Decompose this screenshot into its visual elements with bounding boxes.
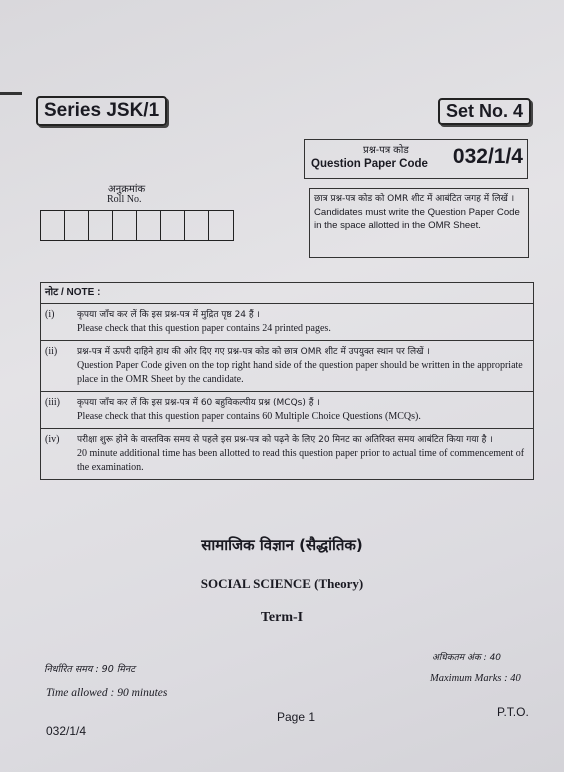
note-item-text	[73, 429, 533, 479]
note-table	[40, 282, 534, 480]
subject-title: SOCIAL SCIENCE (Theory)	[200, 576, 364, 591]
note-item-english: Please check that this question paper contains 24 printed pages.	[77, 323, 331, 334]
time-allowed-hindi: निर्धारित समय : 90 मिनट	[44, 664, 135, 675]
note-item	[41, 341, 533, 392]
note-item	[41, 304, 533, 341]
note-item-number: (iii)	[45, 397, 60, 408]
footer-paper-code: 032/1/4	[46, 724, 87, 738]
roll-number-cell[interactable]	[185, 211, 209, 240]
max-marks-hindi: अधिकतम अंक : 40	[432, 653, 502, 663]
page-edge-mark	[0, 92, 22, 95]
note-item-hindi: परीक्षा शुरू होने के वास्तविक समय से पहले इस प्रश्न-पत्र को पढ़ने के लिए 20 मिनट का अतिरिक्त समय आबंटित किया गया है ।	[77, 435, 493, 445]
note-item-text	[73, 304, 533, 340]
note-item-hindi: प्रश्न-पत्र में ऊपरी दाहिने हाथ की ओर दिए गए प्रश्न-पत्र कोड को छात्र OMR शीट में उपयुक्त स्थान पर लिखें ।	[77, 347, 430, 357]
roll-number-cell[interactable]	[65, 211, 89, 240]
roll-number-cell[interactable]	[209, 211, 233, 240]
note-item-number: (i)	[45, 309, 55, 320]
note-item-text	[73, 341, 533, 391]
note-item-number: (iv)	[45, 434, 60, 445]
note-item-number: (ii)	[45, 346, 58, 357]
note-item-hindi: कृपया जाँच कर लें कि इस प्रश्न-पत्र में मुद्रित पृष्ठ 24 हैं ।	[77, 310, 260, 320]
roll-number-label: Roll No.	[107, 194, 142, 205]
note-item	[41, 429, 533, 479]
code-instruction-hindi: छात्र प्रश्न-पत्र कोड को OMR शीट में आबंटित जगह में लिखें ।	[314, 194, 515, 204]
roll-number-cell[interactable]	[161, 211, 185, 240]
roll-number-hindi-label: अनुक्रमांक	[108, 184, 146, 195]
note-item-hindi: कृपया जाँच कर लें कि इस प्रश्न-पत्र में 60 बहुविकल्पीय प्रश्न (MCQs) हैं ।	[77, 398, 320, 408]
roll-number-boxes[interactable]	[40, 210, 234, 241]
qpc-value: 032/1/4	[452, 145, 523, 168]
code-instruction-box	[309, 188, 529, 258]
code-instruction-english: Candidates must write the Question Paper Code in the space allotted in the OMR Sheet.	[314, 207, 520, 231]
note-item-english: Please check that this question paper contains 60 Multiple Choice Questions (MCQs).	[77, 411, 421, 422]
note-item-english: 20 minute additional time has been allotted to read this question paper prior to actual time of commencement of the examination.	[77, 448, 525, 473]
note-heading: नोट / NOTE :	[41, 283, 533, 304]
note-item-text	[73, 392, 533, 428]
question-paper-code-box	[304, 139, 528, 179]
note-item	[41, 392, 533, 429]
qpc-label: Question Paper Code	[311, 158, 428, 170]
note-item-english: Question Paper Code given on the top right hand side of the question paper should be written in the appropriate place in the OMR Sheet by the candidate.	[77, 360, 523, 385]
set-number-label: Set No. 4	[438, 98, 531, 125]
roll-number-cell[interactable]	[113, 211, 137, 240]
series-label: Series JSK/1	[36, 96, 167, 126]
qpc-hindi-label: प्रश्न-पत्र कोड	[363, 145, 409, 156]
roll-number-cell[interactable]	[89, 211, 113, 240]
roll-number-cell[interactable]	[137, 211, 161, 240]
page-number: Page 1	[277, 710, 316, 724]
max-marks: Maximum Marks : 40	[430, 673, 521, 684]
pto-label: P.T.O.	[497, 705, 529, 719]
roll-number-cell[interactable]	[41, 211, 65, 240]
term-label: Term-I	[260, 610, 304, 625]
subject-title-hindi: सामाजिक विज्ञान (सैद्धांतिक)	[201, 536, 363, 554]
time-allowed: Time allowed : 90 minutes	[46, 687, 168, 699]
